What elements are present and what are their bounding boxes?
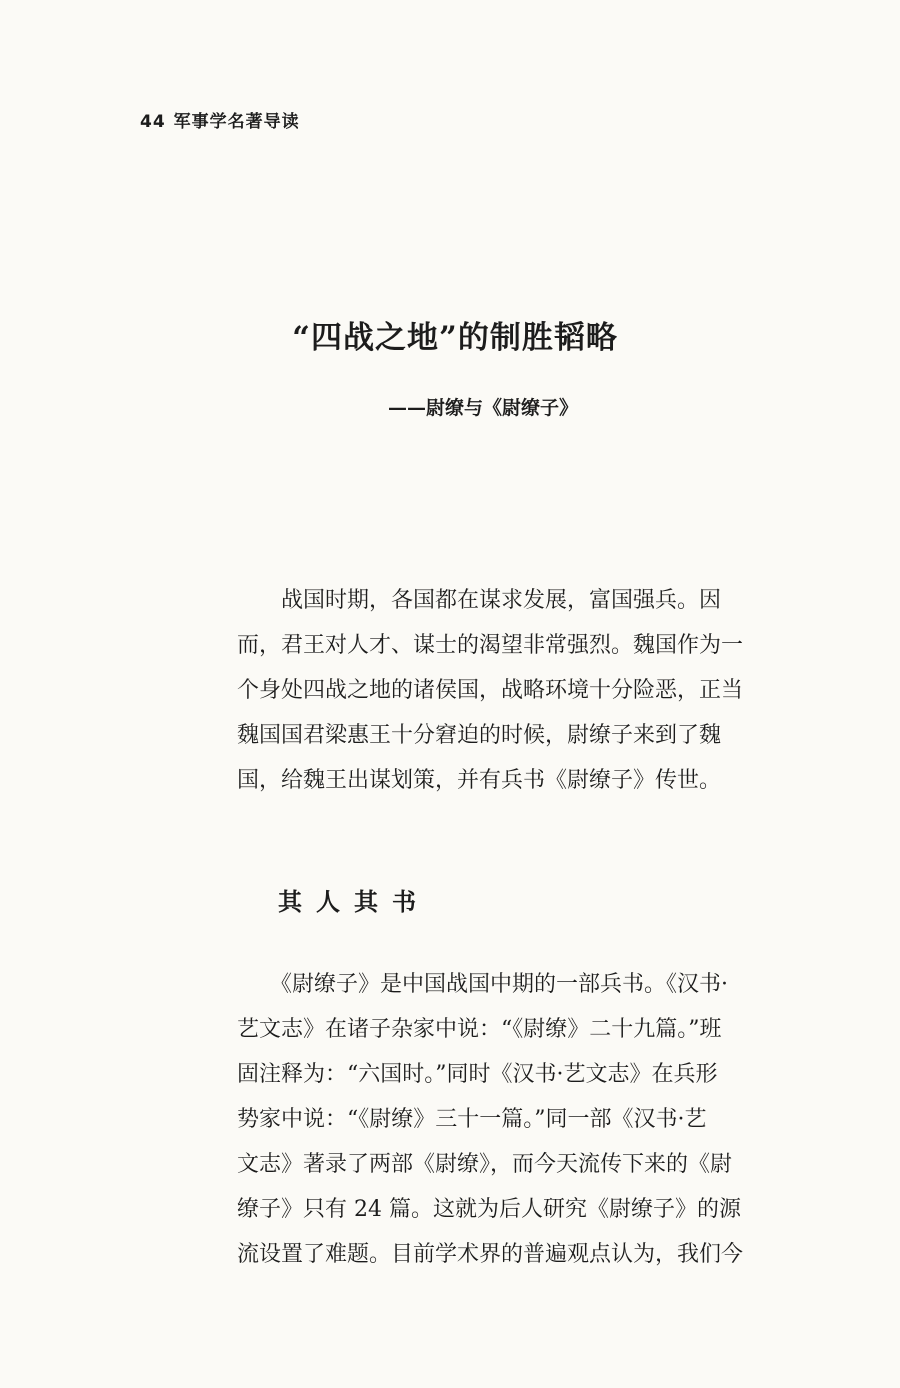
text-line: 势家中说：“《尉缭》三十一篇。”同一部《汉书·艺	[237, 1107, 707, 1132]
page-number: 44	[140, 112, 166, 132]
text-line: 固注释为：“六国时。”同时《汉书·艺文志》在兵形	[237, 1062, 718, 1087]
running-head	[140, 107, 300, 132]
text-line: 流设置了难题。目前学术界的普遍观点认为，我们今	[237, 1242, 744, 1267]
text-line: 艺文志》在诸子杂家中说：“《尉缭》二十九篇。”班	[237, 1017, 722, 1042]
intro-paragraph	[237, 578, 762, 803]
chapter-title: “四战之地”的制胜韬略	[292, 320, 618, 356]
text-line: 魏国国君梁惠王十分窘迫的时候，尉缭子来到了魏	[237, 723, 722, 748]
book-title: 军事学名著导读	[173, 112, 300, 132]
text-line: 个身处四战之地的诸侯国，战略环境十分险恶，正当	[237, 678, 744, 703]
text-line: 国，给魏王出谋划策，并有兵书《尉缭子》传世。	[237, 768, 722, 793]
text-line: 战国时期，各国都在谋求发展，富国强兵。因	[237, 588, 722, 613]
section-heading: 其人其书	[278, 887, 430, 916]
text-line: 《尉缭子》是中国战国中期的一部兵书。《汉书·	[237, 972, 728, 997]
chapter-subtitle: ——尉缭与《尉缭子》	[388, 397, 579, 419]
section-paragraph	[237, 962, 762, 1277]
text-line: 缭子》只有 24 篇。这就为后人研究《尉缭子》的源	[237, 1197, 741, 1222]
text-line: 文志》著录了两部《尉缭》，而今天流传下来的《尉	[237, 1152, 733, 1177]
text-line: 而，君王对人才、谋士的渴望非常强烈。魏国作为一	[237, 633, 744, 658]
